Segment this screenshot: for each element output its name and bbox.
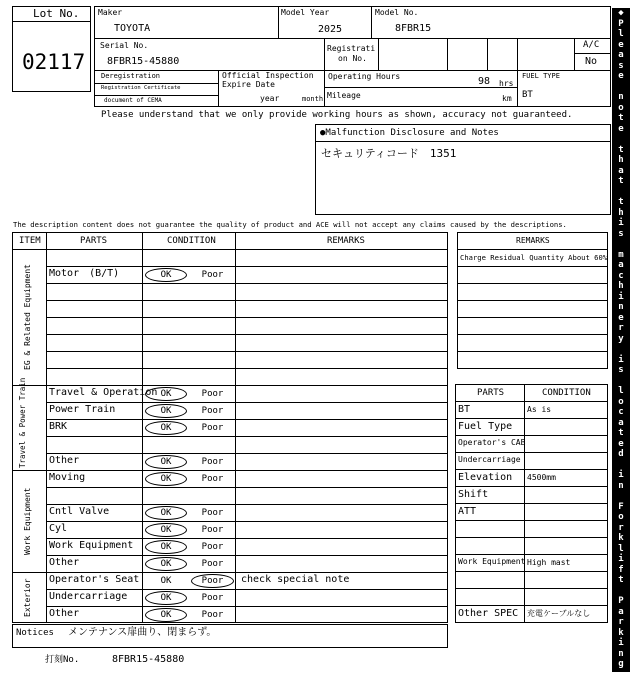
sidebar-char: c <box>618 407 624 417</box>
fuel-type-label: FUEL TYPE <box>522 72 560 80</box>
ok-mark: OK <box>145 387 187 401</box>
part-label: Power Train <box>49 404 116 415</box>
poor-mark: Poor <box>201 406 224 416</box>
stamp-value: 8FBR15-45880 <box>112 654 185 665</box>
part-label: Other <box>49 557 80 568</box>
sidebar-char: s <box>618 60 624 71</box>
inspection-label: Official Inspection <box>222 71 314 80</box>
poor-mark: Poor <box>201 542 224 552</box>
sidebar-char: l <box>618 543 624 554</box>
year-label: year <box>260 94 280 103</box>
part-label: Other <box>49 455 80 466</box>
right-part-label: Shift <box>458 489 489 500</box>
maker-value: TOYOTA <box>114 23 151 34</box>
deregistration-label: Deregistration <box>101 72 161 80</box>
km-unit: km <box>502 94 512 103</box>
sidebar-char: F <box>618 501 624 512</box>
sidebar-char: i <box>618 638 624 648</box>
sidebar-char: i <box>618 554 624 564</box>
sidebar-char: r <box>618 617 624 627</box>
poor-mark: Poor <box>201 457 224 467</box>
sidebar-char: t <box>618 113 624 123</box>
sidebar-char: o <box>618 512 624 522</box>
part-label: Moving <box>49 472 86 483</box>
disclaimer: The description content does not guarantee the quality of product and ACE will not accept any claims caused by the descriptions. <box>13 220 567 229</box>
ok-mark: OK <box>145 523 187 537</box>
ok-mark: OK <box>145 506 187 520</box>
sidebar-char: o <box>618 102 624 113</box>
registration-label: Registrati <box>327 44 376 53</box>
sidebar-char: m <box>618 249 624 260</box>
sidebar-char: n <box>618 302 624 312</box>
ok-mark: OK <box>145 455 187 469</box>
sidebar-char <box>618 134 623 145</box>
sidebar-char: k <box>618 627 624 638</box>
poor-mark: Poor <box>201 525 224 535</box>
sidebar-char: h <box>618 207 624 218</box>
sidebar-char: t <box>618 428 624 438</box>
serial-value: 8FBR15-45880 <box>107 56 180 67</box>
sidebar-char: a <box>618 50 624 60</box>
right-part-label: Undercarriage <box>458 455 521 464</box>
sidebar-char <box>618 239 623 250</box>
right-part-condition: As is <box>527 405 552 414</box>
fuel-type-value: BT <box>522 90 533 100</box>
ok-mark: OK <box>145 608 187 622</box>
right-part-label: Operator's CAB <box>458 438 526 447</box>
ok-mark: OK <box>145 540 187 554</box>
sidebar-char: ◆ <box>618 8 624 18</box>
sidebar-char: e <box>618 438 624 449</box>
item-header: ITEM <box>19 236 41 246</box>
sidebar-char: e <box>618 39 624 50</box>
poor-mark: Poor <box>201 474 224 484</box>
poor-mark: Poor <box>201 559 224 569</box>
model-year-label: Model Year <box>281 8 330 17</box>
sidebar-char: s <box>618 365 624 375</box>
sidebar-char: t <box>618 176 624 186</box>
part-label: Work Equipment <box>49 540 134 551</box>
month-label: month <box>302 95 324 103</box>
part-label: Motor (B/T) <box>49 268 120 279</box>
right-part-label: ATT <box>458 506 477 517</box>
ok-mark: OK <box>145 421 187 435</box>
sidebar-char: n <box>618 92 624 102</box>
part-label: Cntl Valve <box>49 506 110 517</box>
ok-mark: OK <box>145 557 187 571</box>
serial-label: Serial No. <box>100 41 149 50</box>
sidebar-char: h <box>618 281 624 291</box>
registration-label-2: on No. <box>338 54 367 63</box>
poor-mark: Poor <box>201 508 224 518</box>
part-label: Other <box>49 608 80 619</box>
sidebar-char <box>618 491 623 502</box>
sidebar-char <box>618 586 623 597</box>
ok-mark: OK <box>145 404 187 418</box>
poor-mark: Poor <box>201 423 224 433</box>
stamp-label: 打刻No. <box>45 655 80 665</box>
part-label: Cyl <box>49 523 68 534</box>
sidebar-char: r <box>618 323 624 333</box>
maker-label: Maker <box>98 8 123 17</box>
inspection-label-2: Expire Date <box>222 80 275 89</box>
sidebar-char: i <box>618 291 624 302</box>
sidebar-char: o <box>618 396 624 407</box>
sidebar-char: n <box>618 648 624 659</box>
poor-mark: Poor <box>201 610 224 620</box>
sidebar-char: k <box>618 533 624 543</box>
sidebar-char: h <box>618 155 624 165</box>
hrs-unit: hrs <box>499 79 514 88</box>
malfunction-title: ●Malfunction Disclosure and Notes <box>320 128 499 138</box>
right-part-condition: High mast <box>527 558 571 567</box>
right-parts-header: PARTS <box>477 388 505 398</box>
ok-mark: OK <box>145 268 187 282</box>
hours-notice: Please understand that we only provide working hours as shown, accuracy not guaranteed. <box>101 110 573 120</box>
sidebar-char: t <box>618 575 624 585</box>
part-label: Undercarriage <box>49 591 128 602</box>
sidebar-char: d <box>618 449 624 459</box>
right-part-label: Other SPEC <box>458 608 519 619</box>
sidebar-char: e <box>618 71 624 81</box>
reg-cert-label: Registration Certificate <box>101 85 181 91</box>
right-part-label: BT <box>458 404 471 415</box>
notices-label: Notices <box>16 628 54 638</box>
ok-mark: OK <box>145 591 187 605</box>
sidebar-char <box>618 460 623 471</box>
sidebar-char <box>618 187 623 198</box>
remarks-header: REMARKS <box>327 236 365 246</box>
sidebar-char: P <box>618 18 624 29</box>
sidebar-char: e <box>618 312 624 323</box>
poor-mark: Poor <box>201 270 224 280</box>
poor-mark: Poor <box>201 593 224 603</box>
row-remark: check special note <box>241 574 350 585</box>
model-year-value: 2025 <box>318 24 343 35</box>
sidebar-char <box>618 344 623 355</box>
sidebar-char: r <box>618 522 624 533</box>
sidebar-char: i <box>618 354 624 365</box>
section-eg: EG & Related Equipment <box>23 264 32 370</box>
sidebar-char: P <box>618 596 624 606</box>
mileage-label: Mileage <box>327 91 361 100</box>
malfunction-text: セキュリティコード 1351 <box>321 147 457 160</box>
sidebar-char: s <box>618 228 624 239</box>
part-label: Operator's Seat <box>49 574 140 585</box>
right-part-label: Work Equipment <box>458 557 526 566</box>
right-part-label: Fuel Type <box>458 421 513 432</box>
sidebar-char: i <box>618 470 624 480</box>
part-label: Travel & Operation <box>49 387 158 398</box>
operating-hours-label: Operating Hours <box>328 72 401 81</box>
right-remarks-header: REMARKS <box>516 236 550 245</box>
sidebar-char: a <box>618 606 624 617</box>
parts-header: PARTS <box>80 236 108 246</box>
cema-label: document of CEMA <box>104 97 162 104</box>
sidebar-char: f <box>618 564 624 575</box>
section-work: Work Equipment <box>23 487 32 555</box>
right-remarks-line1: Charge Residual Quantity About 60% <box>460 253 608 262</box>
sidebar-char <box>618 376 623 387</box>
sidebar-char: ◆ <box>618 669 624 680</box>
sidebar-char: y <box>618 333 624 344</box>
part-label: BRK <box>49 421 68 432</box>
sidebar-char: a <box>618 165 624 176</box>
sidebar-char: t <box>618 144 624 155</box>
ac-value: No <box>585 56 598 67</box>
model-no-value: 8FBR15 <box>395 23 432 34</box>
location-sidebar <box>612 8 630 680</box>
right-condition-header: CONDITION <box>542 388 591 398</box>
sidebar-char: n <box>618 480 624 491</box>
ac-label: A/C <box>583 40 600 50</box>
lot-number: 02117 <box>22 50 86 74</box>
poor-mark: Poor <box>191 574 234 588</box>
right-part-condition: 充電ケーブルなし <box>527 609 591 618</box>
operating-hours-value: 98 <box>478 76 491 87</box>
condition-header: CONDITION <box>167 236 216 246</box>
sidebar-char: i <box>618 218 624 228</box>
right-part-condition: 4500mm <box>527 473 556 482</box>
ok-mark: OK <box>160 576 172 586</box>
notices-text: メンテナンス扉曲り、閉まらず。 <box>68 627 217 638</box>
sidebar-char: g <box>618 659 624 669</box>
right-part-label: Elevation <box>458 472 513 483</box>
sidebar-char: t <box>618 197 624 207</box>
section-travel: Travel & Power Train <box>18 377 27 468</box>
model-no-label: Model No. <box>375 8 419 17</box>
poor-mark: Poor <box>201 389 224 399</box>
section-exterior: Exterior <box>23 578 32 618</box>
ok-mark: OK <box>145 472 187 486</box>
sidebar-char: a <box>618 260 624 270</box>
lot-label: Lot No. <box>33 7 80 20</box>
sidebar-char <box>618 82 623 93</box>
sidebar-char: c <box>618 270 624 281</box>
sidebar-char: l <box>618 386 624 396</box>
sidebar-char: e <box>618 123 624 134</box>
sidebar-char: l <box>618 29 624 39</box>
sidebar-char: a <box>618 417 624 428</box>
